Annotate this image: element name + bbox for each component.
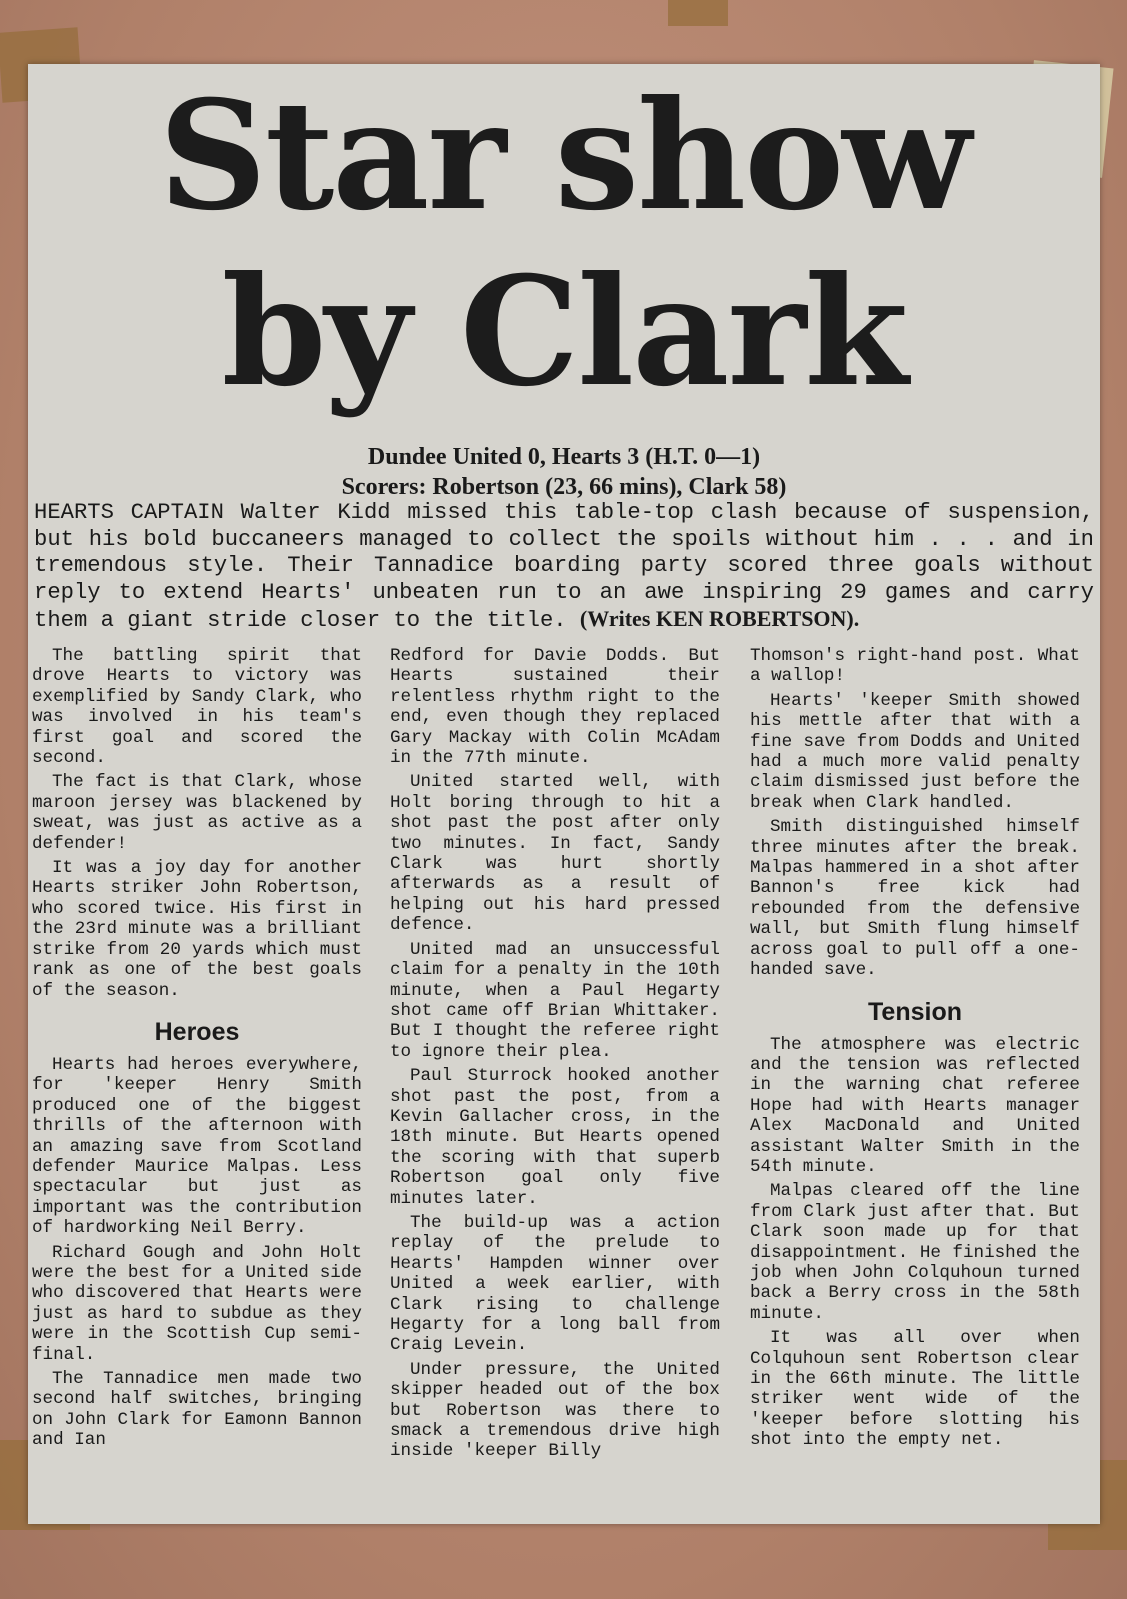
scorers-line: Scorers: Robertson (23, 66 mins), Clark 58) — [341, 474, 787, 500]
col1-paragraph-3: It was a joy day for another Hearts striker John Robertson, who scored twice. His first in the 23rd minute was a brilliant strike from 20 yards which must rank as one of the best goals of the season. — [32, 858, 362, 1001]
col3-paragraph-4: The atmosphere was electric and the tension was reflected in the warning chat referee Hope had with Hearts manager Alex MacDonald and United assistant Walter Smith in the 54th minute. — [750, 1034, 1080, 1177]
col2-paragraph-2: United started well, with Holt boring through to hit a shot past the post after only two minutes. In fact, Sandy Clark was hurt shortly afterwards as a result of helping out his hard pressed defence. — [390, 772, 720, 936]
col3-paragraph-3: Smith distinguished himself three minutes after the break. Malpas hammered in a shot after Bannon's free kick had rebounded from the defensive wall, but Smith flung himself across goal to pull off a one-handed save. — [750, 817, 1080, 981]
col3-paragraph-1: Thomson's right-hand post. What a wallop! — [750, 646, 1080, 687]
col3-paragraph-2: Hearts' 'keeper Smith showed his mettle after that with a fine save from Dodds and United had a much more valid penalty claim dismissed just before the break when Clark handled. — [750, 690, 1080, 813]
score-line: Dundee United 0, Hearts 3 (H.T. 0—1) — [367, 444, 761, 470]
col1-paragraph-6: The Tannadice men made two second half switches, bringing on John Clark for Eamonn Bannon and Ian — [32, 1369, 362, 1451]
col2-paragraph-3: United mad an unsuccessful claim for a penalty in the 10th minute, when a Paul Hegarty shot came off Brian Whittaker. But I thought the referee right to ignore their plea. — [390, 939, 720, 1062]
intro-text: HEARTS CAPTAIN Walter Kidd missed this table-top clash because of suspension, but his bold buccaneers managed to collect the spoils without him . . . and in tremendous style. Their Tannadice boarding party scored three goals without reply to extend Hearts' unbeaten run to an awe inspiring 29 games and carry them a giant stride closer to the title. — [34, 500, 1094, 633]
col1-paragraph-4: Hearts had heroes everywhere, for 'keeper Henry Smith produced one of the biggest thrills of the afternoon with an amazing save from Scotland defender Maurice Malpas. Less spectacular but just as important was the contribution of hardworking Neil Berry. — [32, 1054, 362, 1239]
headline-line-1: Star show — [158, 68, 970, 244]
byline: (Writes KEN ROBERTSON). — [579, 606, 860, 631]
col3-paragraph-5: Malpas cleared off the line from Clark just after that. But Clark soon made up for that disappointment. He finished the job when John Colquhoun turned back a Berry cross in the 58th minute. — [750, 1181, 1080, 1324]
column-2 — [390, 646, 720, 1466]
column-3 — [750, 646, 1080, 1455]
col1-paragraph-5: Richard Gough and John Holt were the best for a United side who discovered that Hearts were just as hard to subdue as they were in the Scottish Cup semi-final. — [32, 1242, 362, 1365]
col1-paragraph-2: The fact is that Clark, whose maroon jersey was blackened by sweat, was just as active as a defender! — [32, 772, 362, 854]
col2-paragraph-4: Paul Sturrock hooked another shot past the post, from a Kevin Gallacher cross, in the 18th minute. But Hearts opened the scoring with that superb Robertson goal only five minutes later. — [390, 1066, 720, 1209]
col1-paragraph-1: The battling spirit that drove Hearts to victory was exemplified by Sandy Clark, who was involved in his team's first goal and scored the second. — [32, 646, 362, 769]
col3-paragraph-6: It was all over when Colquhoun sent Robertson clear in the 66th minute. The little striker went wide of the 'keeper before slotting his shot into the empty net. — [750, 1328, 1080, 1451]
col2-paragraph-5: The build-up was a action replay of the prelude to Hearts' Hampden winner over United a week earlier, with Clark rising to challenge Hegarty for a long ball from Craig Levein. — [390, 1212, 720, 1356]
column-1 — [32, 646, 362, 1455]
subheading-tension: Tension — [868, 997, 962, 1026]
headline-line-2: by Clark — [221, 244, 907, 420]
newspaper-clipping — [28, 64, 1100, 1524]
col2-paragraph-6: Under pressure, the United skipper headed out of the box but Robertson was there to smack a tremendous drive high inside 'keeper Billy — [390, 1359, 720, 1462]
intro-paragraph — [34, 500, 1094, 635]
col2-paragraph-1: Redford for Davie Dodds. But Hearts sustained their relentless rhythm right to the end, even though they replaced Gary Mackay with Colin McAdam in the 77th minute. — [390, 646, 720, 769]
tape-top-center — [668, 0, 728, 26]
subheading-heroes: Heroes — [154, 1017, 240, 1046]
